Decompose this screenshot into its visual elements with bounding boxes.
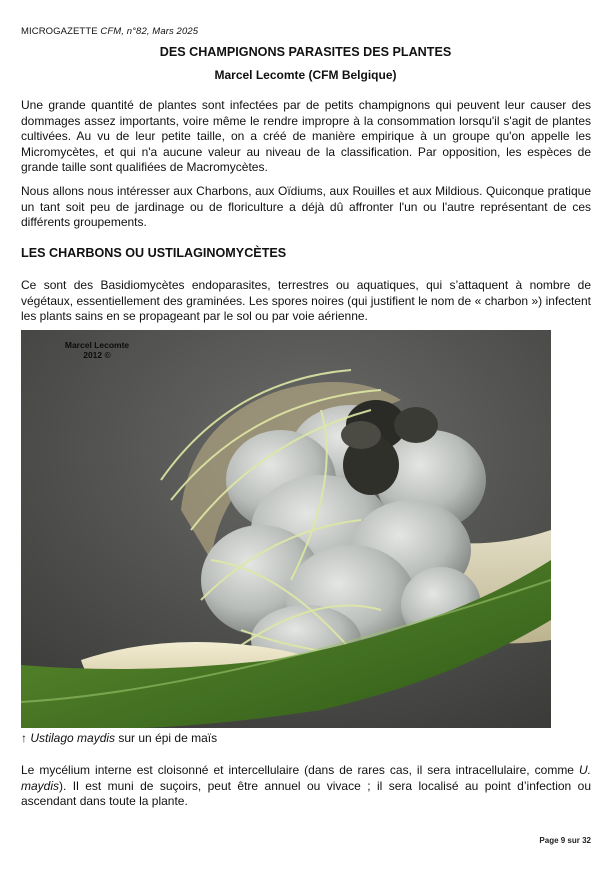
closing-text-1: Le mycélium interne est cloisonné et intercellulaire (dans de rares cas, il sera intracellulaire, comme <box>21 763 579 777</box>
closing-text-2: ). Il est muni de suçoirs, peut être annuel ou vivace ; il sera localisé au point d’infection ou ascendant dans toute la plante. <box>21 778 591 809</box>
watermark-year: 2012 © <box>83 350 111 360</box>
page-number: Page 9 sur 32 <box>539 836 591 845</box>
photo-watermark <box>49 340 145 360</box>
corn-smut-illustration <box>21 330 551 728</box>
section-paragraph: Ce sont des Basidiomycètes endoparasites, terrestres ou aquatiques, qui s’attaquent à nombre de végétaux, essentiellement des graminées. Les spores noires (qui justifient le nom de « charbon ») infectent les plants sains en se propageant par le sol ou par voie aérienne. <box>21 278 591 324</box>
intro-paragraph-1: Une grande quantité de plantes sont infectées par de petits champignons qui peuvent leur causer des dommages assez importants, voire même le rendre impropre à la consommation lorsqu'il s'agit de plantes cultivées. Au vu de leur petite taille, on a créé de manière empirique à un groupe qu'on appelle les Micromycètes, et qui n'a aucune valeur au niveau de la classification. Par opposition, les espèces de grande taille sont qualifiées de Macromycètes. <box>21 98 591 175</box>
article-author: Marcel Lecomte (CFM Belgique) <box>214 68 397 82</box>
closing-species: U. maydis <box>21 763 591 793</box>
journal-issue: CFM, n°82, Mars 2025 <box>100 26 199 37</box>
corn-smut-photo <box>21 330 551 728</box>
caption-species: Ustilago maydis <box>30 731 116 745</box>
photo-caption <box>21 731 217 745</box>
journal-name: MICROGAZETTE <box>21 26 98 37</box>
arrow-up-icon: ↑ <box>21 731 27 745</box>
section-heading: LES CHARBONS OU USTILAGINOMYCÈTES <box>21 246 287 260</box>
caption-text: sur un épi de maïs <box>115 731 218 745</box>
intro-paragraph-2: Nous allons nous intéresser aux Charbons, aux Oïdiums, aux Rouilles et aux Mildious. Quiconque pratique un tant soit peu de jardinage ou de floriculture a déjà dû affronter l'un ou l'autre représentant de ces différents groupements. <box>21 184 591 230</box>
closing-paragraph <box>21 763 591 810</box>
article-title: DES CHAMPIGNONS PARASITES DES PLANTES <box>159 45 452 59</box>
journal-header <box>21 26 198 37</box>
watermark-author: Marcel Lecomte <box>64 340 130 350</box>
